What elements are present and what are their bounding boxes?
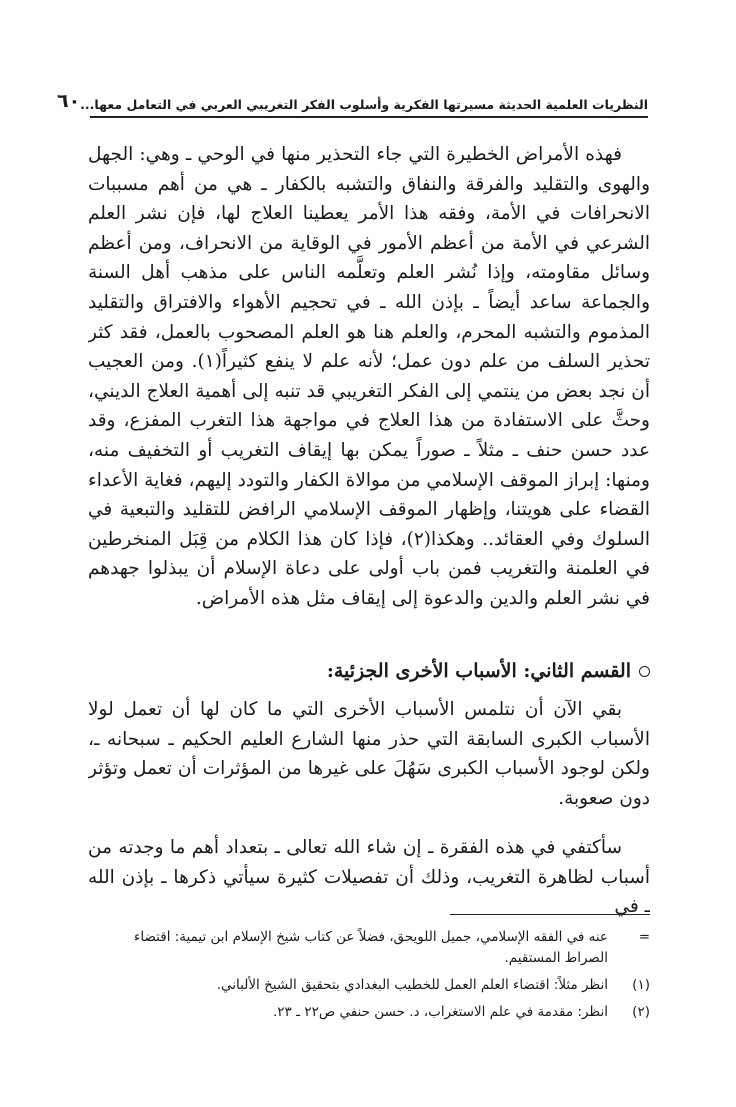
footnote-mark: (١) [632, 977, 650, 993]
footnote-text: عنه في الفقه الإسلامي، جميل اللويحق، فضلاً عن كتاب شيخ الإسلام ابن تيمية: اقتضاء الصراط المستقيم. [134, 929, 608, 966]
footnote-2 [88, 1002, 650, 1023]
running-title: النظريات العلمية الحديثة مسيرتها الفكرية وأسلوب الفكر التغريبي العربي في التعامل معها... [80, 97, 648, 112]
footnote-1 [88, 975, 650, 996]
section-heading-text: القسم الثاني: الأسباب الأخرى الجزئية: [326, 660, 631, 682]
footnotes [88, 927, 650, 1029]
main-text [88, 140, 650, 927]
footnote-mark: (٢) [632, 1004, 650, 1020]
paragraph-enumeration: سأكتفي في هذه الفقرة ـ إن شاء الله تعالى ـ بتعداد أهم ما وجدته من أسباب لظاهرة التغريب، وذلك أن تفصيلات كثيرة سيأتي ذكرها ـ بإذن الله ـ في [88, 837, 650, 918]
section-heading [88, 655, 650, 687]
footnote-separator [450, 914, 650, 915]
paragraph-diseases: فهذه الأمراض الخطيرة التي جاء التحذير منها في الوحي ـ وهي: الجهل والهوى والتقليد والفرقة والنفاق والتشبه بالكفار ـ هي من أهم مسببات الانحرافات في الأمة، وفقه هذا الأمر يعطينا العلاج لها، فإن نشر العلم الشرعي في الأمة من أعظم الأمور في الوقاية من الانحراف، ومن أعظم وسائل مقاومته، وإذا نُشر العلم وتعلَّمه الناس على مذهب أهل السنة والجماعة ساعد أيضاً ـ بإذن الله ـ في تحجيم الأهواء والافتراق والتقليد المذموم والتشبه المحرم، والعلم هنا هو العلم المصحوب بالعمل، فقد كثر تحذير السلف من علم دون عمل؛ لأنه علم لا ينفع كثيراً(١). ومن العجيب أن نجد بعض من ينتمي إلى الفكر التغريبي قد تنبه إلى أهمية العلاج الديني، وحثَّ على الاستفادة من هذا العلاج في مواجهة هذا التغرب المفزع، وقد عدد حسن حنف ـ مثلاً ـ صوراً يمكن بها إيقاف التغريب أو التخفيف منه، ومنها: إبراز الموقف الإسلامي من موالاة الكفار والتودد إليهم، فغاية الأعداء القضاء على هويتنا، وإظهار الموقف الإسلامي الرافض للتقليد والتبعية في السلوك وفي العقائد.. وهكذا(٢)، فإذا كان هذا الكلام من قِبَل المنخرطين في العلمنة والتغريب فمن باب أولى على دعاة الإسلام أن يبذلوا جهدهم في نشر العلم والدين والدعوة إلى إيقاف مثل هذه الأمراض. [88, 144, 650, 609]
footnote-text: انظر: مقدمة في علم الاستغراب، د. حسن حنفي ص٢٢ ـ ٢٣. [272, 1004, 608, 1020]
page-number: ٦٠ [56, 90, 81, 112]
page-header [56, 84, 648, 118]
footnote-mark: = [638, 929, 650, 945]
footnote-continuation [88, 927, 650, 969]
paragraph-other-causes: بقي الآن أن نتلمس الأسباب الأخرى التي ما كان لها أن تعمل لولا الأسباب الكبرى السابقة التي حذر منها الشارع العليم الحكيم ـ سبحانه ـ، ولكن لوجود الأسباب الكبرى سَهُلَ على غيرها من المؤثرات أن تعمل وتؤثر دون صعوبة. [88, 699, 650, 809]
footnote-text: انظر مثلاً: اقتضاء العلم العمل للخطيب البغدادي بتحقيق الشيخ الألباني. [216, 977, 608, 993]
hollow-circle-icon [639, 666, 650, 677]
